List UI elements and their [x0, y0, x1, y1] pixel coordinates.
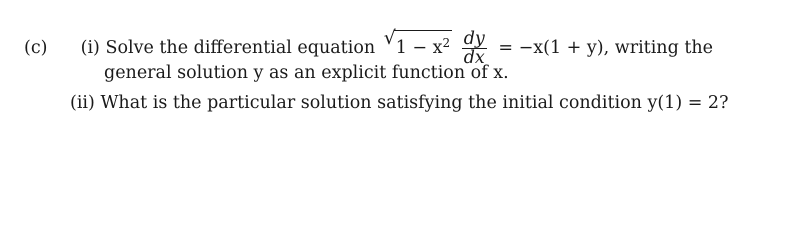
sqrt-expression	[383, 27, 452, 59]
equation-rhs: = −x(1 + y), writing the	[498, 38, 714, 58]
subpart-ii-label: (ii)	[70, 93, 95, 113]
subpart-i-label: (i)	[80, 38, 100, 58]
sqrt-power: 2	[442, 36, 451, 50]
part-c-line-3	[70, 92, 728, 114]
fraction-numerator: dy	[463, 29, 485, 49]
fraction-denominator: dx	[463, 48, 485, 68]
part-c-line-2	[104, 62, 509, 84]
part-label: (c)	[24, 38, 48, 58]
subpart-i-lead-text: Solve the differential equation	[105, 38, 376, 58]
subpart-i-continuation: general solution y as an explicit function of x.	[104, 63, 509, 83]
subpart-ii-text: What is the particular solution satisfying the initial condition y(1) = 2?	[100, 93, 729, 113]
sqrt-content: 1 − x	[395, 38, 443, 58]
sqrt-symbol: √	[383, 27, 396, 49]
